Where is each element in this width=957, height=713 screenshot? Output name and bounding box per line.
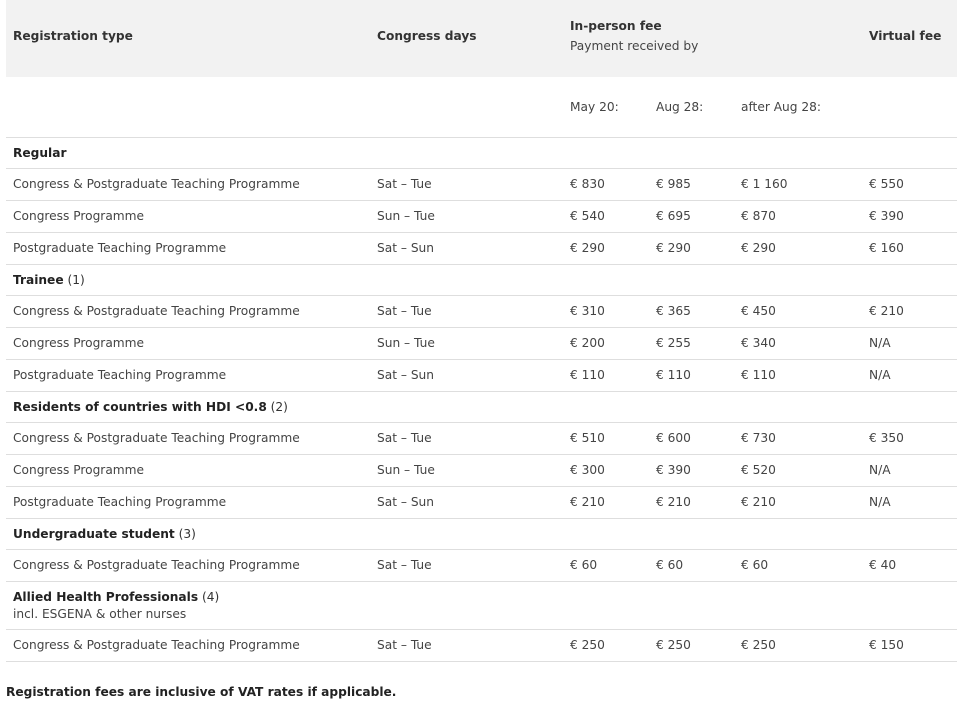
category-title: Undergraduate student — [13, 527, 175, 541]
cell-fee-after-aug-28: € 250 — [741, 638, 776, 652]
table-row — [6, 360, 957, 392]
category-row — [6, 392, 957, 423]
cell-fee-after-aug-28: € 1 160 — [741, 177, 788, 191]
table-row — [6, 455, 957, 487]
vat-footnote: Registration fees are inclusive of VAT rates if applicable. — [6, 685, 397, 699]
cell-fee-after-aug-28: € 210 — [741, 495, 776, 509]
category-footnote-ref: (3) — [174, 527, 196, 541]
deadline-aug-28: Aug 28: — [656, 100, 704, 114]
table-row — [6, 328, 957, 360]
cell-fee-aug-28: € 985 — [656, 177, 691, 191]
category-title: Allied Health Professionals — [13, 590, 199, 604]
cell-fee-after-aug-28: € 450 — [741, 304, 776, 318]
category-label — [13, 590, 219, 604]
deadline-may-20: May 20: — [570, 100, 619, 114]
cell-fee-may-20: € 110 — [570, 368, 605, 382]
cell-fee-aug-28: € 250 — [656, 638, 691, 652]
cell-fee-after-aug-28: € 60 — [741, 558, 769, 572]
cell-programme: Congress & Postgraduate Teaching Programme — [13, 177, 300, 191]
cell-fee-may-20: € 510 — [570, 431, 605, 445]
cell-fee-after-aug-28: € 110 — [741, 368, 776, 382]
cell-congress-days: Sat – Sun — [377, 241, 435, 255]
cell-programme: Postgraduate Teaching Programme — [13, 495, 227, 509]
table-header — [6, 0, 957, 77]
cell-virtual-fee: € 390 — [869, 209, 904, 223]
cell-fee-may-20: € 210 — [570, 495, 605, 509]
cell-virtual-fee: € 40 — [869, 558, 897, 572]
cell-fee-may-20: € 200 — [570, 336, 605, 350]
cell-fee-after-aug-28: € 870 — [741, 209, 776, 223]
cell-programme: Congress Programme — [13, 209, 145, 223]
cell-virtual-fee: € 210 — [869, 304, 904, 318]
cell-congress-days: Sat – Tue — [377, 304, 432, 318]
cell-fee-after-aug-28: € 290 — [741, 241, 776, 255]
cell-congress-days: Sun – Tue — [377, 463, 435, 477]
table-row — [6, 423, 957, 455]
table-row — [6, 201, 957, 233]
cell-fee-aug-28: € 110 — [656, 368, 691, 382]
cell-congress-days: Sat – Sun — [377, 368, 435, 382]
cell-fee-aug-28: € 60 — [656, 558, 684, 572]
cell-programme: Congress & Postgraduate Teaching Programme — [13, 558, 300, 572]
category-footnote-ref: (1) — [63, 273, 85, 287]
cell-congress-days: Sat – Tue — [377, 558, 432, 572]
cell-fee-aug-28: € 255 — [656, 336, 691, 350]
cell-programme: Postgraduate Teaching Programme — [13, 241, 227, 255]
cell-virtual-fee: N/A — [869, 463, 891, 477]
table-row — [6, 487, 957, 519]
table-row — [6, 169, 957, 201]
category-subnote: incl. ESGENA & other nurses — [13, 607, 187, 621]
table-row — [6, 630, 957, 662]
category-label — [13, 400, 288, 414]
cell-fee-aug-28: € 365 — [656, 304, 691, 318]
header-congress-days: Congress days — [377, 29, 477, 43]
cell-programme: Postgraduate Teaching Programme — [13, 368, 227, 382]
cell-fee-may-20: € 310 — [570, 304, 605, 318]
cell-fee-aug-28: € 390 — [656, 463, 691, 477]
cell-congress-days: Sun – Tue — [377, 336, 435, 350]
category-label — [13, 273, 85, 287]
cell-fee-aug-28: € 290 — [656, 241, 691, 255]
category-title: Residents of countries with HDI <0.8 — [13, 400, 267, 414]
cell-fee-may-20: € 540 — [570, 209, 605, 223]
cell-virtual-fee: € 550 — [869, 177, 904, 191]
table-subheader — [6, 77, 957, 138]
cell-virtual-fee: N/A — [869, 368, 891, 382]
header-payment-received-by: Payment received by — [570, 39, 699, 53]
cell-programme: Congress & Postgraduate Teaching Programme — [13, 304, 300, 318]
category-label — [13, 146, 66, 160]
header-virtual-fee: Virtual fee — [869, 29, 942, 43]
cell-fee-after-aug-28: € 520 — [741, 463, 776, 477]
cell-congress-days: Sat – Tue — [377, 638, 432, 652]
cell-fee-may-20: € 830 — [570, 177, 605, 191]
table-body — [6, 138, 957, 662]
cell-virtual-fee: € 350 — [869, 431, 904, 445]
category-row — [6, 138, 957, 169]
cell-programme: Congress & Postgraduate Teaching Programme — [13, 638, 300, 652]
table-row — [6, 233, 957, 265]
fee-table — [6, 0, 957, 662]
cell-fee-aug-28: € 210 — [656, 495, 691, 509]
category-title: Trainee — [13, 273, 64, 287]
cell-fee-may-20: € 60 — [570, 558, 598, 572]
table-row — [6, 296, 957, 328]
category-footnote-ref: (2) — [266, 400, 288, 414]
cell-fee-may-20: € 250 — [570, 638, 605, 652]
cell-virtual-fee: € 160 — [869, 241, 904, 255]
cell-fee-after-aug-28: € 730 — [741, 431, 776, 445]
cell-fee-may-20: € 290 — [570, 241, 605, 255]
cell-programme: Congress & Postgraduate Teaching Programme — [13, 431, 300, 445]
header-inperson-fee: In-person fee — [570, 19, 662, 33]
cell-fee-after-aug-28: € 340 — [741, 336, 776, 350]
cell-congress-days: Sun – Tue — [377, 209, 435, 223]
cell-virtual-fee: N/A — [869, 336, 891, 350]
table-row — [6, 550, 957, 582]
cell-programme: Congress Programme — [13, 463, 145, 477]
header-registration-type: Registration type — [13, 29, 133, 43]
cell-programme: Congress Programme — [13, 336, 145, 350]
category-row — [6, 582, 957, 630]
category-label — [13, 527, 196, 541]
cell-virtual-fee: N/A — [869, 495, 891, 509]
category-row — [6, 519, 957, 550]
category-footnote-ref: (4) — [198, 590, 220, 604]
cell-fee-may-20: € 300 — [570, 463, 605, 477]
category-row — [6, 265, 957, 296]
cell-fee-aug-28: € 695 — [656, 209, 691, 223]
cell-congress-days: Sat – Sun — [377, 495, 435, 509]
deadline-after-aug-28: after Aug 28: — [741, 100, 821, 114]
cell-virtual-fee: € 150 — [869, 638, 904, 652]
cell-congress-days: Sat – Tue — [377, 431, 432, 445]
category-title: Regular — [13, 146, 67, 160]
cell-congress-days: Sat – Tue — [377, 177, 432, 191]
cell-fee-aug-28: € 600 — [656, 431, 691, 445]
